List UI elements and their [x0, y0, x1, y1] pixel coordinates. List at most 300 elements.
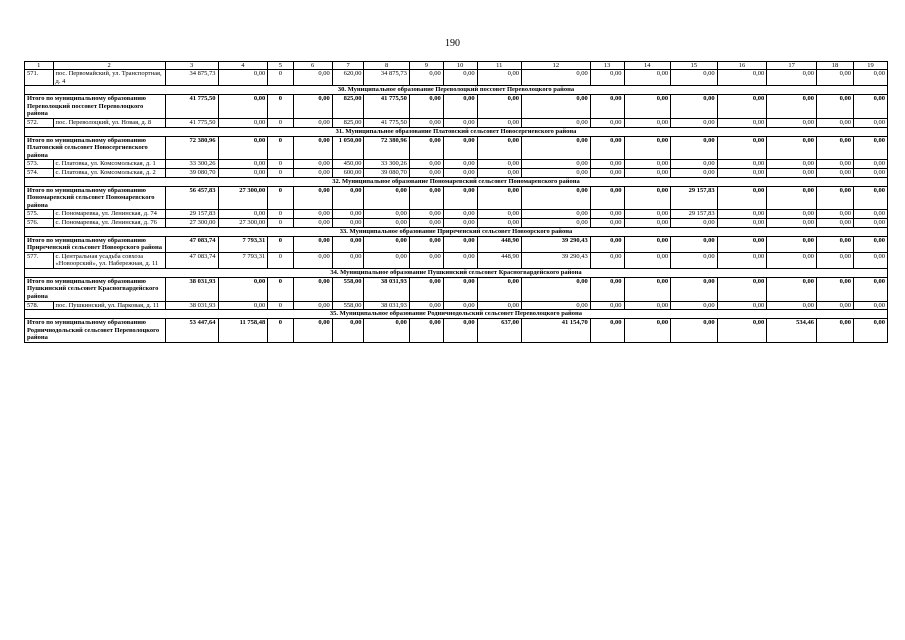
- total-value: 0,00: [443, 236, 477, 252]
- value-cell: 0,00: [854, 118, 888, 127]
- total-value: 0,00: [717, 136, 767, 160]
- section-heading: 35. Муниципальное образование Родничнодольский сельсовет Переволоцкого района: [25, 310, 888, 319]
- value-cell: 0,00: [767, 168, 817, 177]
- value-cell: 0,00: [624, 218, 671, 227]
- total-label: Итого по муниципальному образованию Родничнодольский сельсовет Переволоцкого района: [25, 319, 166, 343]
- section-heading: 32. Муниципальное образование Пономаревский сельсовет Пономаревского района: [25, 177, 888, 186]
- total-value: 0,00: [767, 95, 817, 119]
- total-label: Итого по муниципальному образованию Пономаревский сельсовет Пономаревского района: [25, 186, 166, 210]
- total-value: 0,00: [671, 136, 718, 160]
- value-cell: 0,00: [854, 168, 888, 177]
- total-value: 0,00: [218, 277, 268, 301]
- total-label: Итого по муниципальному образованию Приреченский сельсовет Новоорского района: [25, 236, 166, 252]
- total-value: 0,00: [817, 95, 854, 119]
- total-value: 39 290,43: [521, 236, 590, 252]
- total-value: 0,00: [443, 186, 477, 210]
- value-cell: 27 300,00: [165, 218, 218, 227]
- address-cell: с. Пономаревка, ул. Ленинская, д. 76: [53, 218, 165, 227]
- value-cell: 448,90: [477, 252, 521, 268]
- total-label: Итого по муниципальному образованию Переволоцкий поссовет Переволоцкого района: [25, 95, 166, 119]
- address-cell: с. Пономаревка, ул. Ленинская, д. 74: [53, 210, 165, 219]
- value-cell: 0,00: [854, 252, 888, 268]
- total-value: 448,90: [477, 236, 521, 252]
- value-cell: 0,00: [218, 118, 268, 127]
- total-value: 0,00: [443, 277, 477, 301]
- address-cell: пос. Переволоцкий, ул. Новая, д. 8: [53, 118, 165, 127]
- section-heading-row: [25, 177, 888, 186]
- value-cell: 38 031,93: [165, 301, 218, 310]
- total-value: 0,00: [817, 319, 854, 343]
- total-value: 72 380,96: [165, 136, 218, 160]
- total-row: [25, 186, 888, 210]
- value-cell: 0,00: [767, 252, 817, 268]
- value-cell: 0,00: [590, 70, 624, 86]
- total-value: 0,00: [767, 236, 817, 252]
- row-number: 576.: [25, 218, 54, 227]
- value-cell: 0,00: [671, 168, 718, 177]
- total-value: 0,00: [854, 319, 888, 343]
- page-number: 190: [445, 38, 460, 49]
- value-cell: 0,00: [364, 252, 409, 268]
- column-number-cell: 14: [624, 62, 671, 70]
- total-row: [25, 136, 888, 160]
- value-cell: 0,00: [817, 301, 854, 310]
- value-cell: 0,00: [671, 218, 718, 227]
- row-number: 575.: [25, 210, 54, 219]
- value-cell: 0,00: [443, 160, 477, 169]
- value-cell: 0,00: [293, 160, 332, 169]
- total-value: 558,00: [332, 277, 364, 301]
- value-cell: 0,00: [477, 160, 521, 169]
- table-row: [25, 70, 888, 86]
- total-value: 0,00: [521, 186, 590, 210]
- value-cell: 0: [268, 168, 293, 177]
- value-cell: 0,00: [477, 301, 521, 310]
- value-cell: 0,00: [477, 218, 521, 227]
- section-heading-row: [25, 310, 888, 319]
- row-number: 574.: [25, 168, 54, 177]
- column-number-cell: 18: [817, 62, 854, 70]
- row-number: 577.: [25, 252, 54, 268]
- value-cell: 0,00: [817, 118, 854, 127]
- total-row: [25, 319, 888, 343]
- value-cell: 47 083,74: [165, 252, 218, 268]
- total-value: 38 031,93: [165, 277, 218, 301]
- total-value: 0,00: [293, 277, 332, 301]
- value-cell: 0,00: [443, 301, 477, 310]
- column-number-cell: 6: [293, 62, 332, 70]
- total-value: 0: [268, 277, 293, 301]
- value-cell: 0,00: [817, 252, 854, 268]
- total-value: 0,00: [717, 277, 767, 301]
- total-value: 47 083,74: [165, 236, 218, 252]
- value-cell: 0,00: [817, 70, 854, 86]
- total-value: 0,00: [293, 186, 332, 210]
- value-cell: 0,00: [409, 118, 443, 127]
- total-value: 825,00: [332, 95, 364, 119]
- value-cell: 0,00: [767, 70, 817, 86]
- value-cell: 0,00: [717, 160, 767, 169]
- value-cell: 0,00: [293, 252, 332, 268]
- value-cell: 0,00: [671, 252, 718, 268]
- column-number-cell: 9: [409, 62, 443, 70]
- total-value: 0,00: [817, 186, 854, 210]
- value-cell: 0,00: [218, 168, 268, 177]
- total-value: 0,00: [767, 186, 817, 210]
- total-value: 0,00: [817, 277, 854, 301]
- total-value: 0,00: [767, 136, 817, 160]
- total-value: 53 447,64: [165, 319, 218, 343]
- total-value: 0,00: [671, 277, 718, 301]
- total-label: Итого по муниципальному образованию Платовский сельсовет Новосергиевского района: [25, 136, 166, 160]
- total-value: 534,46: [767, 319, 817, 343]
- value-cell: 0,00: [624, 301, 671, 310]
- total-value: 0,00: [854, 186, 888, 210]
- total-value: 0,00: [521, 277, 590, 301]
- column-number-cell: 3: [165, 62, 218, 70]
- total-value: 0,00: [671, 95, 718, 119]
- value-cell: 0,00: [443, 70, 477, 86]
- value-cell: 0,00: [218, 210, 268, 219]
- total-value: 0: [268, 95, 293, 119]
- value-cell: 0,00: [521, 118, 590, 127]
- total-value: 0,00: [624, 236, 671, 252]
- column-number-cell: 11: [477, 62, 521, 70]
- address-cell: пос. Первомайский, ул. Транспортная, д. 4: [53, 70, 165, 86]
- value-cell: 33 300,26: [364, 160, 409, 169]
- value-cell: 0,00: [767, 118, 817, 127]
- value-cell: 620,00: [332, 70, 364, 86]
- total-value: 0,00: [477, 95, 521, 119]
- total-value: 0,00: [590, 277, 624, 301]
- total-value: 29 157,83: [671, 186, 718, 210]
- value-cell: 39 080,70: [165, 168, 218, 177]
- total-value: 0,00: [409, 236, 443, 252]
- total-value: 0,00: [293, 136, 332, 160]
- total-value: 0,00: [443, 136, 477, 160]
- total-value: 1 050,00: [332, 136, 364, 160]
- value-cell: 0,00: [590, 218, 624, 227]
- total-value: 56 457,83: [165, 186, 218, 210]
- total-value: 0,00: [477, 277, 521, 301]
- value-cell: 0,00: [477, 168, 521, 177]
- table-row: [25, 160, 888, 169]
- total-value: 0,00: [409, 136, 443, 160]
- value-cell: 34 875,73: [165, 70, 218, 86]
- value-cell: 0,00: [443, 252, 477, 268]
- row-number: 578.: [25, 301, 54, 310]
- value-cell: 0,00: [409, 218, 443, 227]
- total-value: 0,00: [854, 277, 888, 301]
- value-cell: 29 157,83: [671, 210, 718, 219]
- total-value: 0,00: [218, 136, 268, 160]
- value-cell: 0,00: [409, 168, 443, 177]
- section-heading-row: [25, 268, 888, 277]
- table-row: [25, 118, 888, 127]
- value-cell: 0,00: [443, 168, 477, 177]
- value-cell: 0: [268, 118, 293, 127]
- value-cell: 27 300,00: [218, 218, 268, 227]
- value-cell: 0: [268, 252, 293, 268]
- value-cell: 0,00: [767, 210, 817, 219]
- column-number-cell: 10: [443, 62, 477, 70]
- total-value: 0,00: [218, 95, 268, 119]
- total-value: 0,00: [293, 236, 332, 252]
- column-number-cell: 2: [53, 62, 165, 70]
- value-cell: 0,00: [364, 210, 409, 219]
- value-cell: 0,00: [293, 210, 332, 219]
- value-cell: 0,00: [293, 118, 332, 127]
- value-cell: 0: [268, 70, 293, 86]
- value-cell: 0,00: [293, 301, 332, 310]
- section-heading: 34. Муниципальное образование Пушкинский сельсовет Красногвардейского района: [25, 268, 888, 277]
- total-value: 11 758,48: [218, 319, 268, 343]
- total-value: 0,00: [854, 95, 888, 119]
- value-cell: 0,00: [409, 301, 443, 310]
- value-cell: 0,00: [671, 70, 718, 86]
- value-cell: 0,00: [521, 301, 590, 310]
- value-cell: 0,00: [521, 70, 590, 86]
- total-value: 0,00: [443, 319, 477, 343]
- value-cell: 0,00: [293, 168, 332, 177]
- total-value: 0,00: [590, 236, 624, 252]
- value-cell: 29 157,83: [165, 210, 218, 219]
- total-value: 0,00: [443, 95, 477, 119]
- value-cell: 0,00: [717, 118, 767, 127]
- value-cell: 0,00: [590, 160, 624, 169]
- value-cell: 0,00: [590, 301, 624, 310]
- column-number-cell: 17: [767, 62, 817, 70]
- total-value: 0,00: [364, 319, 409, 343]
- address-cell: с. Платовка, ул. Комсомольская, д. 2: [53, 168, 165, 177]
- value-cell: 0,00: [817, 218, 854, 227]
- value-cell: 0,00: [671, 118, 718, 127]
- value-cell: 0,00: [854, 210, 888, 219]
- total-value: 0,00: [590, 95, 624, 119]
- total-value: 0,00: [817, 136, 854, 160]
- total-value: 637,00: [477, 319, 521, 343]
- value-cell: 0,00: [409, 252, 443, 268]
- column-number-cell: 16: [717, 62, 767, 70]
- value-cell: 0,00: [590, 252, 624, 268]
- total-value: 0,00: [521, 136, 590, 160]
- table-row: [25, 168, 888, 177]
- value-cell: 39 290,43: [521, 252, 590, 268]
- section-heading-row: [25, 86, 888, 95]
- total-value: 38 031,93: [364, 277, 409, 301]
- total-value: 0,00: [717, 319, 767, 343]
- value-cell: 0,00: [521, 218, 590, 227]
- column-number-cell: 1: [25, 62, 54, 70]
- value-cell: 38 031,93: [364, 301, 409, 310]
- total-value: 0,00: [409, 319, 443, 343]
- total-value: 0,00: [364, 236, 409, 252]
- value-cell: 0: [268, 160, 293, 169]
- value-cell: 0,00: [624, 252, 671, 268]
- total-value: 0,00: [521, 95, 590, 119]
- total-value: 0: [268, 319, 293, 343]
- total-value: 0,00: [717, 95, 767, 119]
- value-cell: 0,00: [717, 70, 767, 86]
- value-cell: 41 775,50: [364, 118, 409, 127]
- value-cell: 39 080,70: [364, 168, 409, 177]
- total-value: 0,00: [477, 136, 521, 160]
- value-cell: 0,00: [293, 218, 332, 227]
- total-value: 0,00: [293, 319, 332, 343]
- value-cell: 558,00: [332, 301, 364, 310]
- total-row: [25, 95, 888, 119]
- value-cell: 0,00: [409, 70, 443, 86]
- section-heading-row: [25, 227, 888, 236]
- value-cell: 825,00: [332, 118, 364, 127]
- column-number-cell: 7: [332, 62, 364, 70]
- total-value: 0,00: [624, 136, 671, 160]
- value-cell: 0,00: [717, 252, 767, 268]
- total-value: 0,00: [854, 236, 888, 252]
- capital-repair-table: [24, 61, 888, 343]
- value-cell: 0,00: [624, 210, 671, 219]
- value-cell: 600,00: [332, 168, 364, 177]
- total-value: 0,00: [332, 186, 364, 210]
- value-cell: 0,00: [624, 118, 671, 127]
- value-cell: 0,00: [409, 160, 443, 169]
- value-cell: 0,00: [521, 210, 590, 219]
- value-cell: 0,00: [854, 301, 888, 310]
- total-value: 0,00: [671, 236, 718, 252]
- total-value: 27 300,00: [218, 186, 268, 210]
- column-number-cell: 12: [521, 62, 590, 70]
- value-cell: 0,00: [477, 118, 521, 127]
- value-cell: 0,00: [717, 218, 767, 227]
- value-cell: 0,00: [624, 160, 671, 169]
- column-number-cell: 15: [671, 62, 718, 70]
- total-value: 41 775,50: [165, 95, 218, 119]
- value-cell: 0,00: [717, 168, 767, 177]
- value-cell: 34 875,73: [364, 70, 409, 86]
- value-cell: 0,00: [443, 118, 477, 127]
- value-cell: 0,00: [443, 210, 477, 219]
- value-cell: 7 793,31: [218, 252, 268, 268]
- value-cell: 0,00: [218, 70, 268, 86]
- value-cell: 0: [268, 301, 293, 310]
- total-row: [25, 236, 888, 252]
- value-cell: 0,00: [218, 160, 268, 169]
- total-value: 0: [268, 186, 293, 210]
- total-row: [25, 277, 888, 301]
- row-number: 572.: [25, 118, 54, 127]
- total-value: 0,00: [409, 95, 443, 119]
- value-cell: 0: [268, 218, 293, 227]
- value-cell: 0,00: [218, 301, 268, 310]
- value-cell: 0,00: [767, 218, 817, 227]
- value-cell: 0,00: [671, 301, 718, 310]
- value-cell: 0,00: [521, 160, 590, 169]
- value-cell: 33 300,26: [165, 160, 218, 169]
- total-value: 41 775,50: [364, 95, 409, 119]
- total-value: 0,00: [590, 319, 624, 343]
- value-cell: 0,00: [332, 218, 364, 227]
- value-cell: 0,00: [854, 218, 888, 227]
- column-number-cell: 8: [364, 62, 409, 70]
- total-value: 0,00: [624, 319, 671, 343]
- row-number: 573.: [25, 160, 54, 169]
- total-value: 0,00: [671, 319, 718, 343]
- value-cell: 0,00: [332, 210, 364, 219]
- total-value: 0,00: [364, 186, 409, 210]
- total-value: 0,00: [293, 95, 332, 119]
- total-value: 0,00: [332, 319, 364, 343]
- value-cell: 0,00: [590, 210, 624, 219]
- value-cell: 0,00: [364, 218, 409, 227]
- column-number-cell: 4: [218, 62, 268, 70]
- total-value: 0,00: [854, 136, 888, 160]
- column-number-cell: 5: [268, 62, 293, 70]
- value-cell: 0,00: [767, 160, 817, 169]
- value-cell: 41 775,50: [165, 118, 218, 127]
- total-value: 0,00: [624, 95, 671, 119]
- value-cell: 0,00: [854, 70, 888, 86]
- value-cell: 0,00: [293, 70, 332, 86]
- column-number-cell: 19: [854, 62, 888, 70]
- value-cell: 0,00: [409, 210, 443, 219]
- column-number-cell: 13: [590, 62, 624, 70]
- address-cell: с. Платовка, ул. Комсомольская, д. 1: [53, 160, 165, 169]
- total-value: 0,00: [409, 186, 443, 210]
- address-cell: пос. Пушкинский, ул. Парковая, д. 11: [53, 301, 165, 310]
- total-value: 0,00: [332, 236, 364, 252]
- total-value: 0,00: [717, 236, 767, 252]
- total-value: 72 380,96: [364, 136, 409, 160]
- table-row: [25, 210, 888, 219]
- value-cell: 0,00: [624, 70, 671, 86]
- value-cell: 0,00: [767, 301, 817, 310]
- value-cell: 0,00: [590, 168, 624, 177]
- value-cell: 450,00: [332, 160, 364, 169]
- table-row: [25, 218, 888, 227]
- value-cell: 0,00: [717, 210, 767, 219]
- value-cell: 0,00: [521, 168, 590, 177]
- value-cell: 0,00: [671, 160, 718, 169]
- value-cell: 0,00: [624, 168, 671, 177]
- total-value: 0,00: [624, 277, 671, 301]
- table-row: [25, 301, 888, 310]
- section-heading: 31. Муниципальное образование Платовский сельсовет Новосергиевского района: [25, 127, 888, 136]
- section-heading: 33. Муниципальное образование Приреченский сельсовет Новоорского района: [25, 227, 888, 236]
- section-heading: 30. Муниципальное образование Переволоцкий поссовет Переволоцкого района: [25, 86, 888, 95]
- total-value: 0,00: [717, 186, 767, 210]
- row-number: 571.: [25, 70, 54, 86]
- total-value: 0: [268, 136, 293, 160]
- total-value: 0: [268, 236, 293, 252]
- table-row: [25, 252, 888, 268]
- total-value: 41 154,70: [521, 319, 590, 343]
- total-value: 0,00: [817, 236, 854, 252]
- total-value: 0,00: [590, 186, 624, 210]
- value-cell: 0,00: [332, 252, 364, 268]
- value-cell: 0: [268, 210, 293, 219]
- total-value: 0,00: [590, 136, 624, 160]
- value-cell: 0,00: [477, 70, 521, 86]
- value-cell: 0,00: [817, 210, 854, 219]
- total-value: 0,00: [767, 277, 817, 301]
- section-heading-row: [25, 127, 888, 136]
- value-cell: 0,00: [717, 301, 767, 310]
- column-number-row: [25, 62, 888, 70]
- total-value: 7 793,31: [218, 236, 268, 252]
- value-cell: 0,00: [477, 210, 521, 219]
- value-cell: 0,00: [817, 168, 854, 177]
- address-cell: с. Центральная усадьба совхоза «Новоорский», ул. Набережная, д. 11: [53, 252, 165, 268]
